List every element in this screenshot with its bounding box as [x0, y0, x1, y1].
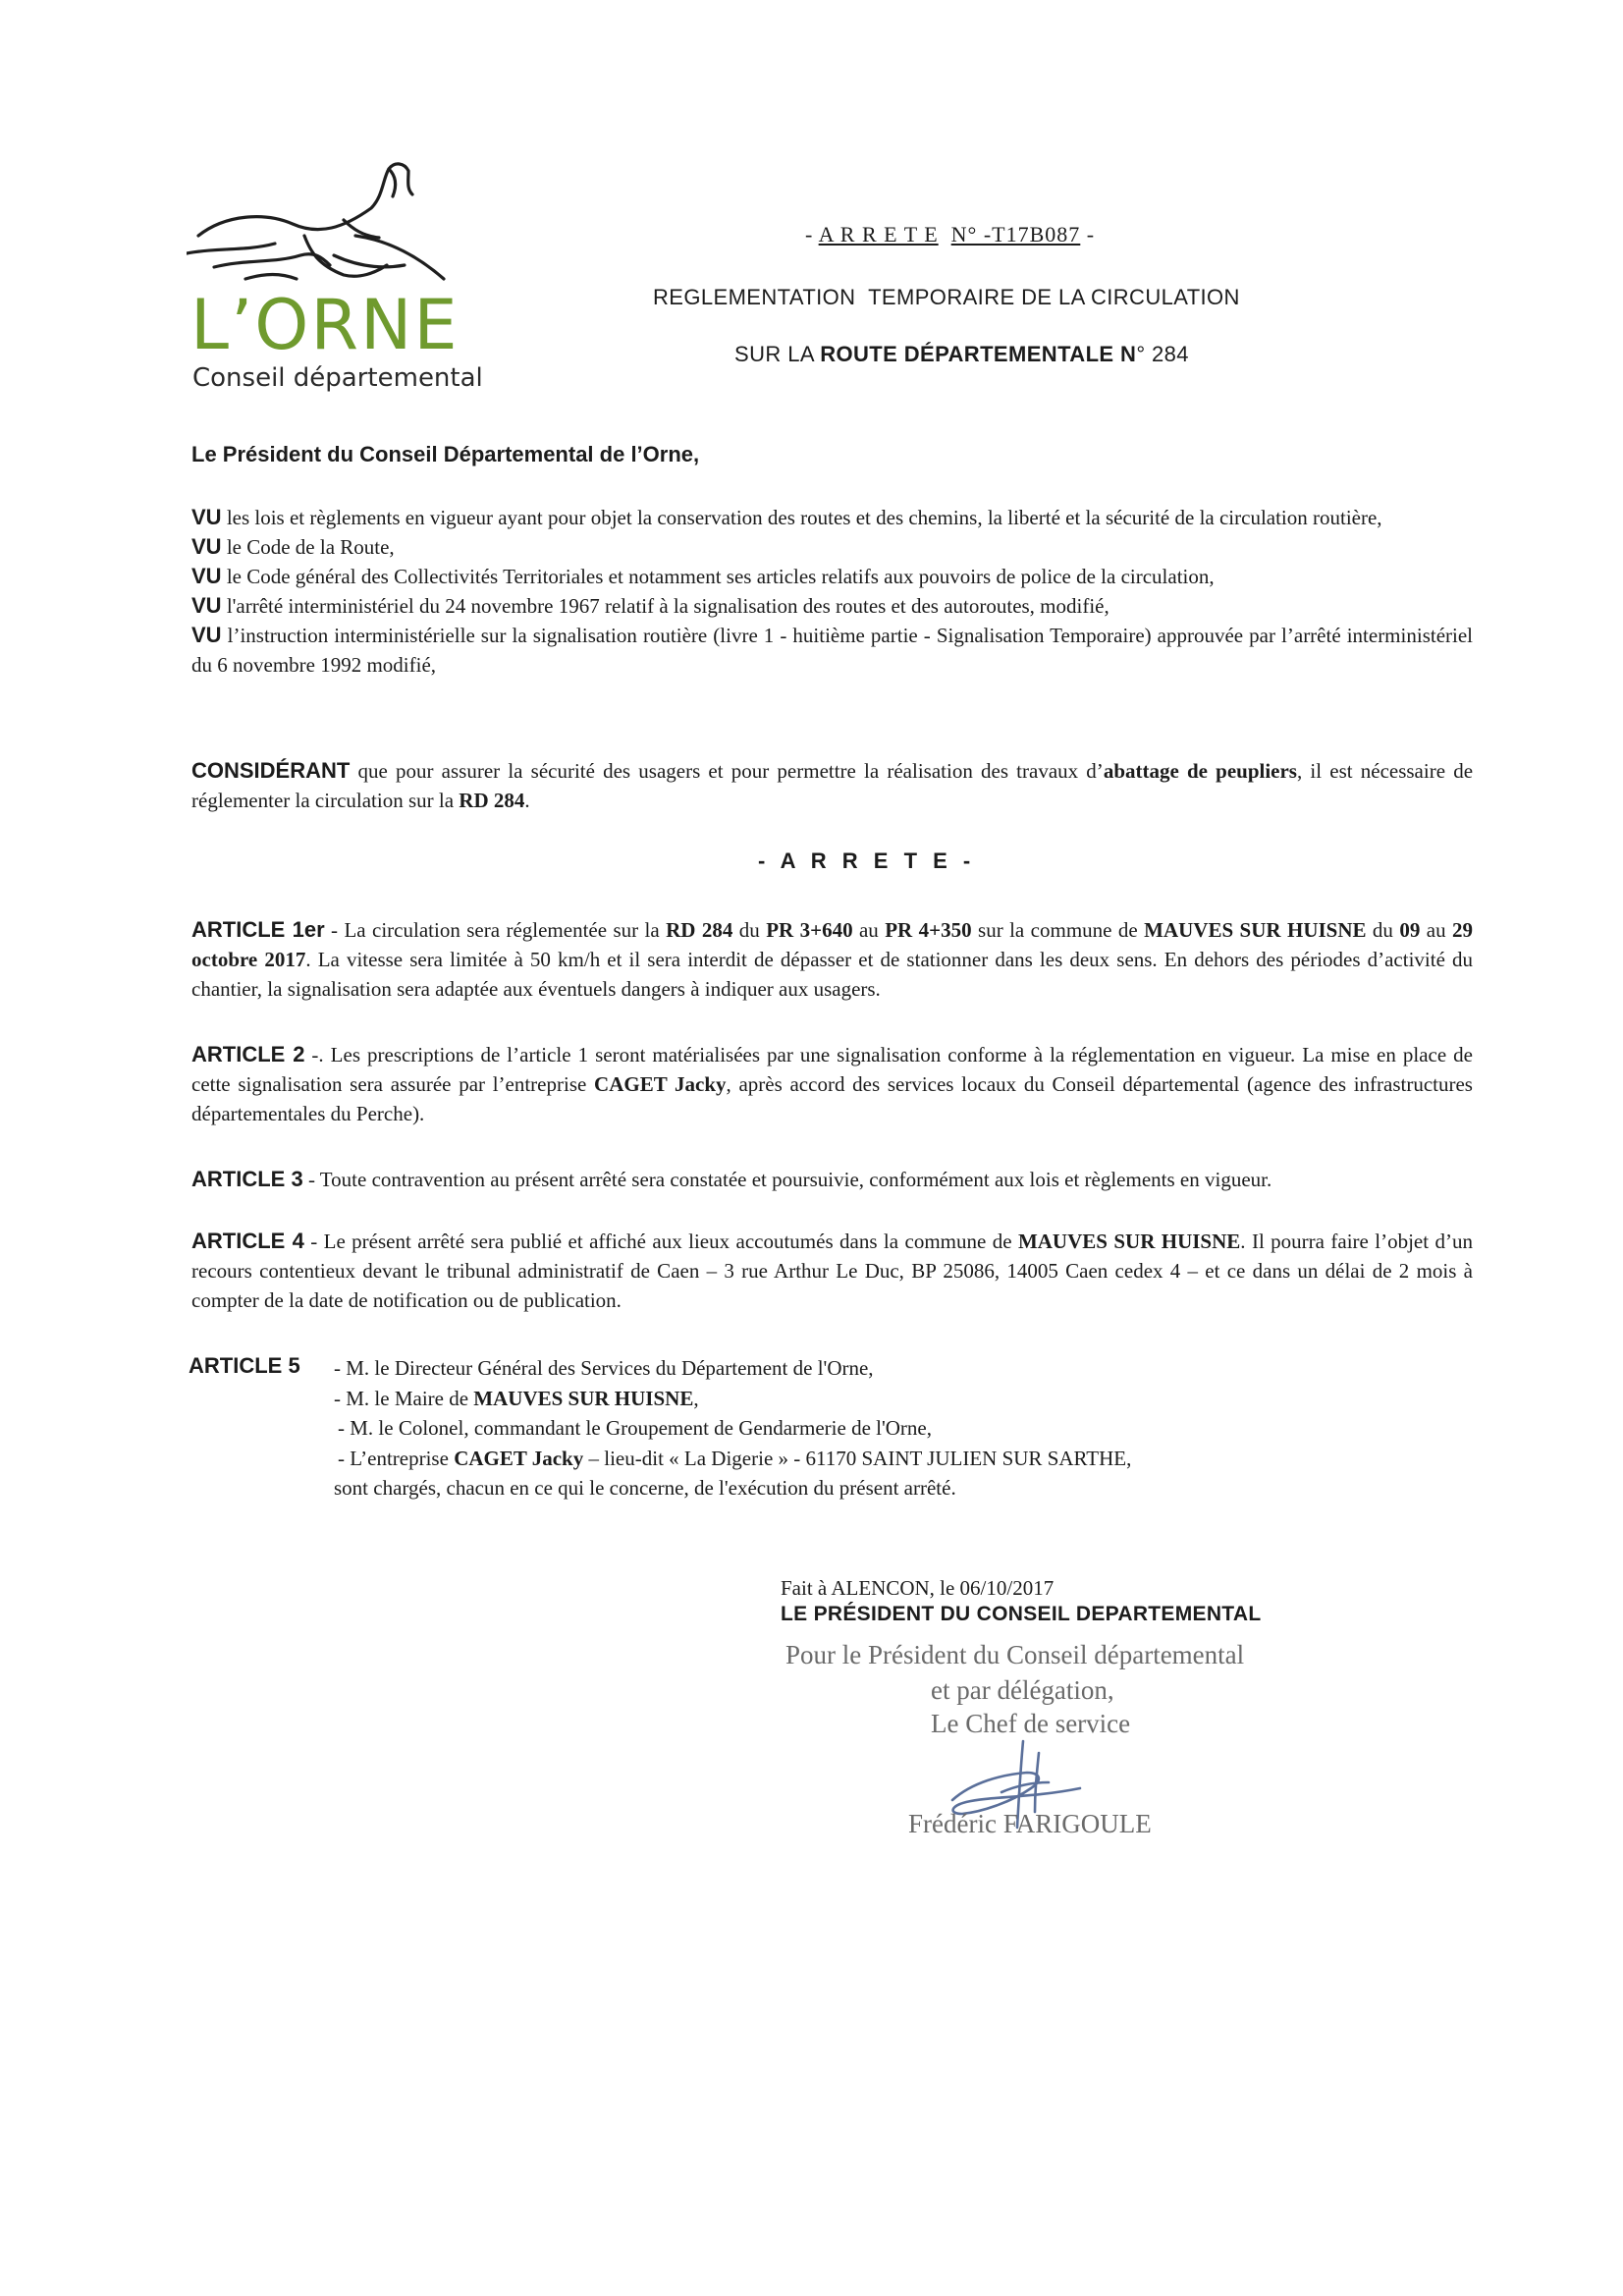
president-title: LE PRÉSIDENT DU CONSEIL DEPARTEMENTAL [781, 1603, 1262, 1625]
signer-name: Frédéric FARIGOULE [908, 1809, 1152, 1838]
logo-subtitle: Conseil départemental [192, 363, 483, 393]
list-item: - M. le Maire de MAUVES SUR HUISNE, [334, 1386, 699, 1410]
list-item: - M. le Directeur Général des Services du Département de l'Orne, [334, 1356, 874, 1380]
stamp-line: Pour le Président du Conseil départemental [785, 1640, 1245, 1669]
horse-icon [187, 157, 481, 295]
place-date: Fait à ALENCON, le 06/10/2017 [781, 1576, 1055, 1600]
president-intro: Le Président du Conseil Départemental de l’Orne, [191, 442, 700, 466]
stamp-line: Le Chef de service [931, 1709, 1131, 1738]
article-4: ARTICLE 4 - Le présent arrêté sera publié et affiché aux lieux accoutumés dans la commune de MAUVES SUR HUISNE. Il pourra faire l’objet d’un recours contentieux devant le tribunal administratif de Caen – 3 rue Arthur Le Duc, BP 25086, 14005 Caen cedex 4 – et ce dans un délai de 2 mois à compter de la date de notification ou de publication. [191, 1229, 1473, 1312]
regulation-title-line1: REGLEMENTATION TEMPORAIRE DE LA CIRCULATION [653, 285, 1240, 309]
article-5-label: ARTICLE 5 [189, 1353, 300, 1378]
arrete-number: - A R R E T E N° -T17B087 - [805, 222, 1096, 246]
vu-item: VU le Code de la Route, [191, 534, 395, 559]
considerant-paragraph: CONSIDÉRANT que pour assurer la sécurité des usagers et pour permettre la réalisation des travaux d’abattage de peupliers, il est nécessaire de réglementer la circulation sur la RD 284. [191, 758, 1474, 812]
list-item: - M. le Colonel, commandant le Groupement de Gendarmerie de l'Orne, [338, 1416, 933, 1440]
vu-item: VU l’instruction interministérielle sur la signalisation routière (livre 1 - huitième partie - Signalisation Temporaire) approuvée par l’arrêté interministériel du 6 novembre 1992 modifié, [191, 623, 1473, 677]
vu-item: VU le Code général des Collectivités Territoriales et notamment ses articles relatifs aux pouvoirs de police de la circulation, [191, 564, 1215, 588]
logo-brand-name: L’ORNE [190, 285, 460, 365]
department-logo [187, 157, 483, 393]
stamp-line: et par délégation, [931, 1675, 1114, 1705]
vu-item: VU les lois et règlements en vigueur ayant pour objet la conservation des routes et des chemins, la liberté et la sécurité de la circulation routière, [191, 505, 1382, 529]
vu-item: VU l'arrêté interministériel du 24 novembre 1967 relatif à la signalisation des routes et des autoroutes, modifié, [191, 593, 1109, 618]
signature-block [781, 1573, 1261, 1626]
vu-block [191, 503, 1473, 680]
arrete-heading: - A R R E T E - [758, 848, 976, 873]
article-5-list [334, 1353, 1131, 1503]
article-3: ARTICLE 3 - Toute contravention au présent arrêté sera constatée et poursuivie, conformément aux lois et règlements en vigueur. [191, 1167, 1272, 1191]
article-1: ARTICLE 1er - La circulation sera réglementée sur la RD 284 du PR 3+640 au PR 4+350 sur la commune de MAUVES SUR HUISNE du 09 au 29 octobre 2017. La vitesse sera limitée à 50 km/h et il sera interdit de dépasser et de stationner dans les deux sens. En dehors des périodes d’activité du chantier, la signalisation sera adaptée aux éventuels dangers à indiquer aux usagers. [191, 917, 1473, 1001]
regulation-title-line2: SUR LA ROUTE DÉPARTEMENTALE N° 284 [734, 342, 1189, 366]
list-item: - L’entreprise CAGET Jacky – lieu-dit « La Digerie » - 61170 SAINT JULIEN SUR SARTHE, [338, 1446, 1132, 1470]
list-item: sont chargés, chacun en ce qui le concerne, de l'exécution du présent arrêté. [334, 1476, 956, 1500]
article-2: ARTICLE 2 -. Les prescriptions de l’article 1 seront matérialisées par une signalisation conforme à la réglementation en vigueur. La mise en place de cette signalisation sera assurée par l’entreprise CAGET Jacky, après accord des services locaux du Conseil départemental (agence des infrastructures départementales du Perche). [191, 1042, 1473, 1125]
